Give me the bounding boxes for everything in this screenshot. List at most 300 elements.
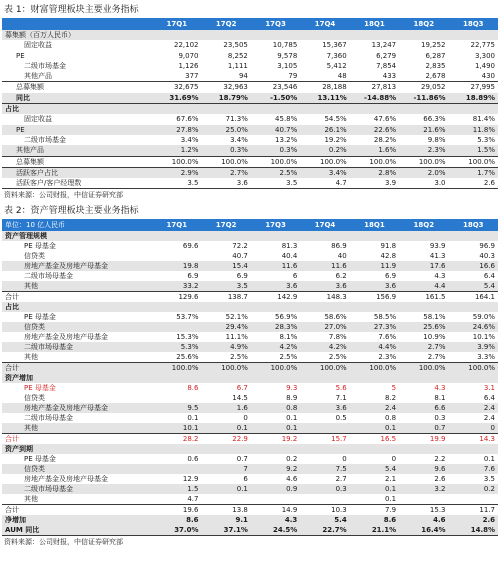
row-label: 合计: [2, 292, 152, 303]
cell-value: [350, 373, 399, 383]
cell-value: [152, 444, 201, 454]
cell-value: 10.1: [152, 423, 201, 434]
cell-value: 100.0%: [251, 156, 300, 167]
cell-value: 2.5%: [328, 353, 347, 362]
row-label: 二级市场基金: [24, 61, 66, 70]
cell-value: 5.3%: [477, 135, 495, 144]
cell-value: 0: [449, 423, 498, 434]
table-row: [2, 505, 498, 516]
cell-value: 15.7: [300, 434, 349, 445]
cell-value: 66.3%: [423, 115, 446, 124]
cell-value: 0.8: [384, 414, 397, 423]
cell-value: 56.9%: [275, 313, 298, 322]
cell-value: 100.0%: [350, 156, 399, 167]
cell-value: 14.8%: [449, 525, 498, 536]
cell-value: 14.5: [232, 394, 248, 403]
cell-value: 0.1: [483, 455, 495, 464]
cell-value: 100.0%: [399, 363, 448, 374]
cell-value: 7.8%: [328, 333, 347, 342]
table-row: [2, 383, 498, 393]
cell-value: 4.3: [434, 272, 446, 281]
column-header-17q4: 17Q4: [300, 18, 349, 30]
cell-value: -14.88%: [350, 93, 399, 104]
cell-value: 3,300: [474, 51, 495, 60]
cell-value: 0.1: [350, 423, 399, 434]
cell-value: 14.3: [449, 434, 498, 445]
row-label: 固定收益: [24, 115, 52, 124]
cell-value: 3.5: [201, 281, 250, 292]
cell-value: [350, 104, 399, 115]
row-label: 资产到期: [2, 444, 152, 454]
column-header-18q2: 18Q2: [399, 219, 448, 231]
cell-value: 81.4%: [472, 115, 495, 124]
cell-value: 22.9: [201, 434, 250, 445]
cell-value: 10.1%: [472, 333, 495, 342]
cell-value: 3.6: [251, 281, 300, 292]
cell-value: 7,854: [376, 61, 397, 70]
cell-value: 2.3%: [399, 145, 448, 156]
cell-value: [449, 302, 498, 312]
cell-value: 37.1%: [201, 525, 250, 536]
cell-value: 9,578: [277, 51, 298, 60]
cell-value: 0.3: [300, 484, 349, 494]
table1-body: [2, 30, 498, 189]
cell-value: 0.1: [251, 423, 300, 434]
row-label: 二级市场母基金: [2, 484, 152, 494]
cell-value: 5.4: [300, 515, 349, 525]
cell-value: 27,813: [350, 82, 399, 93]
cell-value: 19.2: [251, 434, 300, 445]
cell-value: [251, 494, 300, 505]
cell-value: 7.5: [300, 464, 349, 474]
cell-value: [152, 302, 201, 312]
column-header-17q1: 17Q1: [152, 219, 201, 231]
cell-value: 100.0%: [350, 363, 399, 374]
table-row: [2, 413, 498, 423]
cell-value: [201, 444, 250, 454]
cell-value: 3.6: [201, 178, 250, 189]
cell-value: [201, 30, 250, 40]
cell-value: [350, 302, 399, 312]
cell-value: 15.4: [201, 261, 250, 271]
cell-value: 29,052: [399, 82, 448, 93]
table-row: [2, 434, 498, 445]
row-label: PE 母基金: [24, 242, 56, 251]
cell-value: 25.6%: [399, 322, 448, 332]
row-label: 同比: [2, 93, 152, 104]
cell-value: 4.2%: [300, 342, 349, 352]
cell-value: 9.2: [251, 464, 300, 474]
cell-value: 31.69%: [152, 93, 201, 104]
cell-value: 40.3: [479, 252, 495, 261]
cell-value: 2.6: [449, 515, 498, 525]
cell-value: 100.0%: [300, 156, 349, 167]
cell-value: 23,546: [251, 82, 300, 93]
cell-value: 4.2%: [251, 342, 300, 352]
cell-value: 10.9%: [423, 333, 446, 342]
cell-value: 100.0%: [251, 363, 300, 374]
cell-value: 3.4%: [230, 135, 248, 144]
cell-value: 24.6%: [449, 322, 498, 332]
cell-value: 16.4%: [399, 525, 448, 536]
cell-value: 14.9: [251, 505, 300, 516]
cell-value: 148.3: [300, 292, 349, 303]
cell-value: 13.2%: [275, 135, 298, 144]
cell-value: 15.3: [399, 505, 448, 516]
table-row: [2, 332, 498, 342]
row-label: PE: [16, 51, 25, 60]
cell-value: 11.9: [350, 261, 399, 271]
table-row: [2, 125, 498, 135]
cell-value: 0.5: [335, 414, 347, 423]
cell-value: 100.0%: [449, 363, 498, 374]
row-label: 其他产品: [24, 72, 52, 81]
cell-value: 18.79%: [201, 93, 250, 104]
cell-value: [350, 30, 399, 40]
row-label: 固定收益: [24, 41, 52, 50]
cell-value: 4.4%: [350, 342, 399, 352]
table-row: [2, 312, 498, 322]
cell-value: 9,070: [178, 51, 199, 60]
row-label: 资产增加: [2, 373, 152, 383]
cell-value: 100.0%: [449, 156, 498, 167]
cell-value: 7.6%: [378, 333, 397, 342]
table1-caption: 表 1：财富管理板块主要业务指标: [4, 5, 139, 15]
row-label: 其他: [2, 281, 152, 292]
cell-value: 100.0%: [201, 156, 250, 167]
cell-value: 58.6%: [324, 313, 347, 322]
cell-value: 40: [337, 252, 347, 261]
table-row: [2, 363, 498, 374]
cell-value: 28.2: [152, 434, 201, 445]
cell-value: -1.50%: [251, 93, 300, 104]
cell-value: 2.9%: [152, 167, 201, 178]
cell-value: 1.5: [152, 484, 201, 494]
cell-value: 0.7: [399, 423, 448, 434]
cell-value: 9.6: [399, 464, 448, 474]
row-label: 总募集额: [2, 82, 152, 93]
cell-value: 1.5%: [449, 145, 498, 156]
cell-value: 13.8: [201, 505, 250, 516]
cell-value: [201, 231, 250, 241]
cell-value: [251, 373, 300, 383]
cell-value: 37.0%: [152, 525, 201, 536]
column-header-18q1: 18Q1: [350, 18, 399, 30]
cell-value: [300, 494, 349, 505]
cell-value: 27.3%: [350, 322, 399, 332]
cell-value: 22.7%: [300, 525, 349, 536]
cell-value: 33.2: [152, 281, 201, 292]
row-label: 信贷类: [2, 322, 152, 332]
row-label: 募集额（百万人民币）: [2, 30, 152, 40]
cell-value: 28.3%: [251, 322, 300, 332]
cell-value: 6.9: [236, 272, 248, 281]
cell-value: [399, 231, 448, 241]
table2-caption: 表 2：资产管理板块主要业务指标: [4, 206, 139, 217]
row-label: 二级市场母基金: [24, 272, 73, 281]
column-header-18q1: 18Q1: [350, 219, 399, 231]
row-label: 二级市场母基金: [2, 342, 152, 352]
cell-value: [152, 322, 201, 332]
cell-value: 67.6%: [176, 115, 199, 124]
cell-value: 7.6: [449, 464, 498, 474]
cell-value: 2.5%: [279, 353, 298, 362]
cell-value: 8.6: [350, 515, 399, 525]
cell-value: [449, 30, 498, 40]
cell-value: 93.9: [429, 242, 446, 251]
cell-value: 6,279: [376, 51, 397, 60]
cell-value: 4.6: [399, 515, 448, 525]
cell-value: 40.4: [281, 252, 298, 261]
cell-value: 3.2: [399, 484, 448, 494]
cell-value: 48: [337, 72, 347, 81]
cell-value: [300, 231, 349, 241]
cell-value: 53.7%: [176, 313, 199, 322]
cell-value: 1,490: [474, 61, 495, 70]
table-row: [2, 251, 498, 261]
cell-value: 19.2%: [324, 135, 347, 144]
cell-value: 5.4: [350, 464, 399, 474]
cell-value: 13.11%: [300, 93, 349, 104]
cell-value: 42.8: [380, 252, 397, 261]
cell-value: 2.0%: [399, 167, 448, 178]
table-row: [2, 93, 498, 104]
cell-value: 21.6%: [399, 125, 448, 135]
cell-value: 22,775: [470, 41, 495, 50]
cell-value: [251, 30, 300, 40]
cell-value: [350, 231, 399, 241]
cell-value: 5.3%: [152, 342, 201, 352]
table-row: [2, 241, 498, 251]
cell-value: 71.3%: [225, 115, 248, 124]
cell-value: 54.5%: [324, 115, 347, 124]
table-row: [2, 167, 498, 178]
table-row: [2, 292, 498, 303]
table-row: [2, 271, 498, 281]
table-row: [2, 494, 498, 505]
cell-value: 6: [243, 475, 248, 484]
cell-value: 45.8%: [275, 115, 298, 124]
cell-value: [399, 444, 448, 454]
cell-value: 0.1: [201, 484, 250, 494]
cell-value: 100.0%: [201, 363, 250, 374]
cell-value: 6: [292, 272, 298, 281]
cell-value: 23,505: [223, 41, 248, 50]
cell-value: 100.0%: [152, 156, 201, 167]
cell-value: 3.0: [399, 178, 448, 189]
table-row: [2, 444, 498, 454]
cell-value: 26.1%: [300, 125, 349, 135]
cell-value: [251, 444, 300, 454]
cell-value: 28,188: [300, 82, 349, 93]
cell-value: 41.3: [429, 252, 446, 261]
cell-value: 2.1: [384, 475, 397, 484]
cell-value: 0.1: [384, 495, 397, 504]
cell-value: 9.3: [286, 384, 298, 393]
cell-value: 2.7%: [399, 342, 448, 352]
cell-value: 8.6: [152, 515, 201, 525]
cell-value: 22,102: [173, 41, 199, 50]
row-label: 其他产品: [2, 145, 152, 156]
cell-value: 4.3: [434, 384, 446, 393]
cell-value: 0.7: [236, 455, 248, 464]
row-label: 净增加: [2, 515, 152, 525]
row-label: 其他: [2, 423, 152, 434]
row-label: PE 母基金: [24, 384, 56, 393]
row-label: 活跃客户/客户经理数: [2, 178, 152, 189]
cell-value: 430: [481, 72, 495, 81]
cell-value: 18.89%: [449, 93, 498, 104]
cell-value: 11.6: [300, 261, 349, 271]
table-row: [2, 322, 498, 332]
cell-value: 8.9: [286, 394, 298, 403]
cell-value: 58.1%: [423, 313, 446, 322]
cell-value: 19.8: [152, 261, 201, 271]
cell-value: 2.2: [434, 455, 446, 464]
cell-value: 3.6: [350, 281, 399, 292]
column-header-17q4: 17Q4: [300, 219, 349, 231]
cell-value: 8.1: [434, 394, 446, 403]
cell-value: 96.9: [479, 242, 495, 251]
cell-value: 12.9: [182, 475, 199, 484]
cell-value: 0.1: [187, 414, 199, 423]
cell-value: 2.7%: [201, 167, 250, 178]
cell-value: 3.6: [300, 281, 349, 292]
table-row: [2, 373, 498, 383]
column-header-17q3: 17Q3: [251, 219, 300, 231]
row-label: 合计: [2, 505, 152, 516]
table-row: [2, 464, 498, 474]
column-header-17q2: 17Q2: [201, 219, 250, 231]
cell-value: 142.9: [251, 292, 300, 303]
cell-value: 10,785: [272, 41, 298, 50]
cell-value: 0.8: [251, 403, 300, 413]
cell-value: 5.6: [335, 384, 347, 393]
cell-value: 1.6: [201, 403, 250, 413]
row-label: 信贷类: [24, 394, 45, 403]
cell-value: 5.4: [449, 281, 498, 292]
cell-value: 0.1: [350, 484, 399, 494]
row-label: 合计: [2, 434, 152, 445]
cell-value: 6.7: [236, 384, 248, 393]
cell-value: [201, 373, 250, 383]
cell-value: 91.8: [380, 242, 397, 251]
cell-value: 11.7: [449, 505, 498, 516]
cell-value: 40.7%: [251, 125, 300, 135]
column-header-18q3: 18Q3: [449, 219, 498, 231]
cell-value: 16.6: [449, 261, 498, 271]
cell-value: 2.5%: [251, 167, 300, 178]
row-label: PE 母基金: [24, 455, 56, 464]
cell-value: 4.4: [399, 281, 448, 292]
table-row: [2, 423, 498, 434]
cell-value: 6,287: [425, 51, 446, 60]
row-label: 其他: [24, 353, 38, 362]
cell-value: [152, 104, 201, 115]
cell-value: 8,252: [227, 51, 248, 60]
cell-value: 47.6%: [373, 115, 397, 124]
table-row: [2, 71, 498, 82]
wealth-management-table: [2, 18, 498, 189]
cell-value: 5: [391, 384, 397, 393]
cell-value: [152, 393, 201, 403]
cell-value: [399, 104, 448, 115]
cell-value: 27.8%: [152, 125, 201, 135]
cell-value: 377: [185, 72, 199, 81]
cell-value: 0: [243, 414, 248, 423]
cell-value: [449, 373, 498, 383]
cell-value: [152, 251, 201, 261]
cell-value: [300, 444, 349, 454]
cell-value: [152, 464, 201, 474]
table-row: [2, 104, 498, 115]
cell-value: 0.3: [434, 414, 446, 423]
table2-source: 资料来源：公司财报，中信证券研究部: [4, 538, 123, 547]
cell-value: 2.8%: [350, 167, 399, 178]
table-row: [2, 484, 498, 494]
cell-value: [399, 30, 448, 40]
cell-value: 2.6: [449, 178, 498, 189]
cell-value: 0.6: [187, 455, 199, 464]
table-row: [2, 525, 498, 536]
cell-value: 6.9: [187, 272, 199, 281]
row-label: 活跃客户占比: [2, 167, 152, 178]
table-row: [2, 231, 498, 241]
cell-value: 21.1%: [350, 525, 399, 536]
row-label: 二级市场基金: [24, 135, 66, 144]
cell-value: 9.1: [201, 515, 250, 525]
row-label: 其他: [24, 495, 38, 504]
row-label: 占比: [2, 302, 152, 312]
cell-value: 100.0%: [399, 156, 448, 167]
row-label: 房地产基金及房地产母基金: [2, 403, 152, 413]
cell-value: 11.8%: [449, 125, 498, 135]
cell-value: 1.6%: [350, 145, 399, 156]
cell-value: 10.3: [300, 505, 349, 516]
row-label: PE 母基金: [24, 313, 56, 322]
cell-value: 4.9%: [201, 342, 250, 352]
cell-value: [449, 231, 498, 241]
cell-value: 2,678: [425, 72, 446, 81]
table-row: [2, 114, 498, 124]
cell-value: 24.5%: [251, 525, 300, 536]
cell-value: 27.0%: [300, 322, 349, 332]
row-label: 信贷类: [2, 464, 152, 474]
table-row: [2, 352, 498, 363]
cell-value: 0.2: [286, 455, 298, 464]
cell-value: 138.7: [201, 292, 250, 303]
row-label: 信贷类: [24, 252, 45, 261]
cell-value: 0.3%: [251, 145, 300, 156]
cell-value: [201, 104, 250, 115]
table-row: [2, 515, 498, 525]
cell-value: 19.6: [152, 505, 201, 516]
cell-value: 5,412: [326, 61, 347, 70]
cell-value: 0.2%: [300, 145, 349, 156]
row-label: 资产管理规模: [2, 231, 152, 241]
cell-value: 156.9: [350, 292, 399, 303]
cell-value: 2.7: [335, 475, 347, 484]
cell-value: -11.86%: [399, 93, 448, 104]
cell-value: 3.6: [300, 403, 349, 413]
cell-value: 129.6: [152, 292, 201, 303]
cell-value: 69.6: [182, 242, 199, 251]
cell-value: 433: [382, 72, 397, 81]
table-row: [2, 454, 498, 464]
cell-value: 8.1%: [279, 333, 298, 342]
cell-value: 32,963: [201, 82, 250, 93]
table-row: [2, 145, 498, 156]
